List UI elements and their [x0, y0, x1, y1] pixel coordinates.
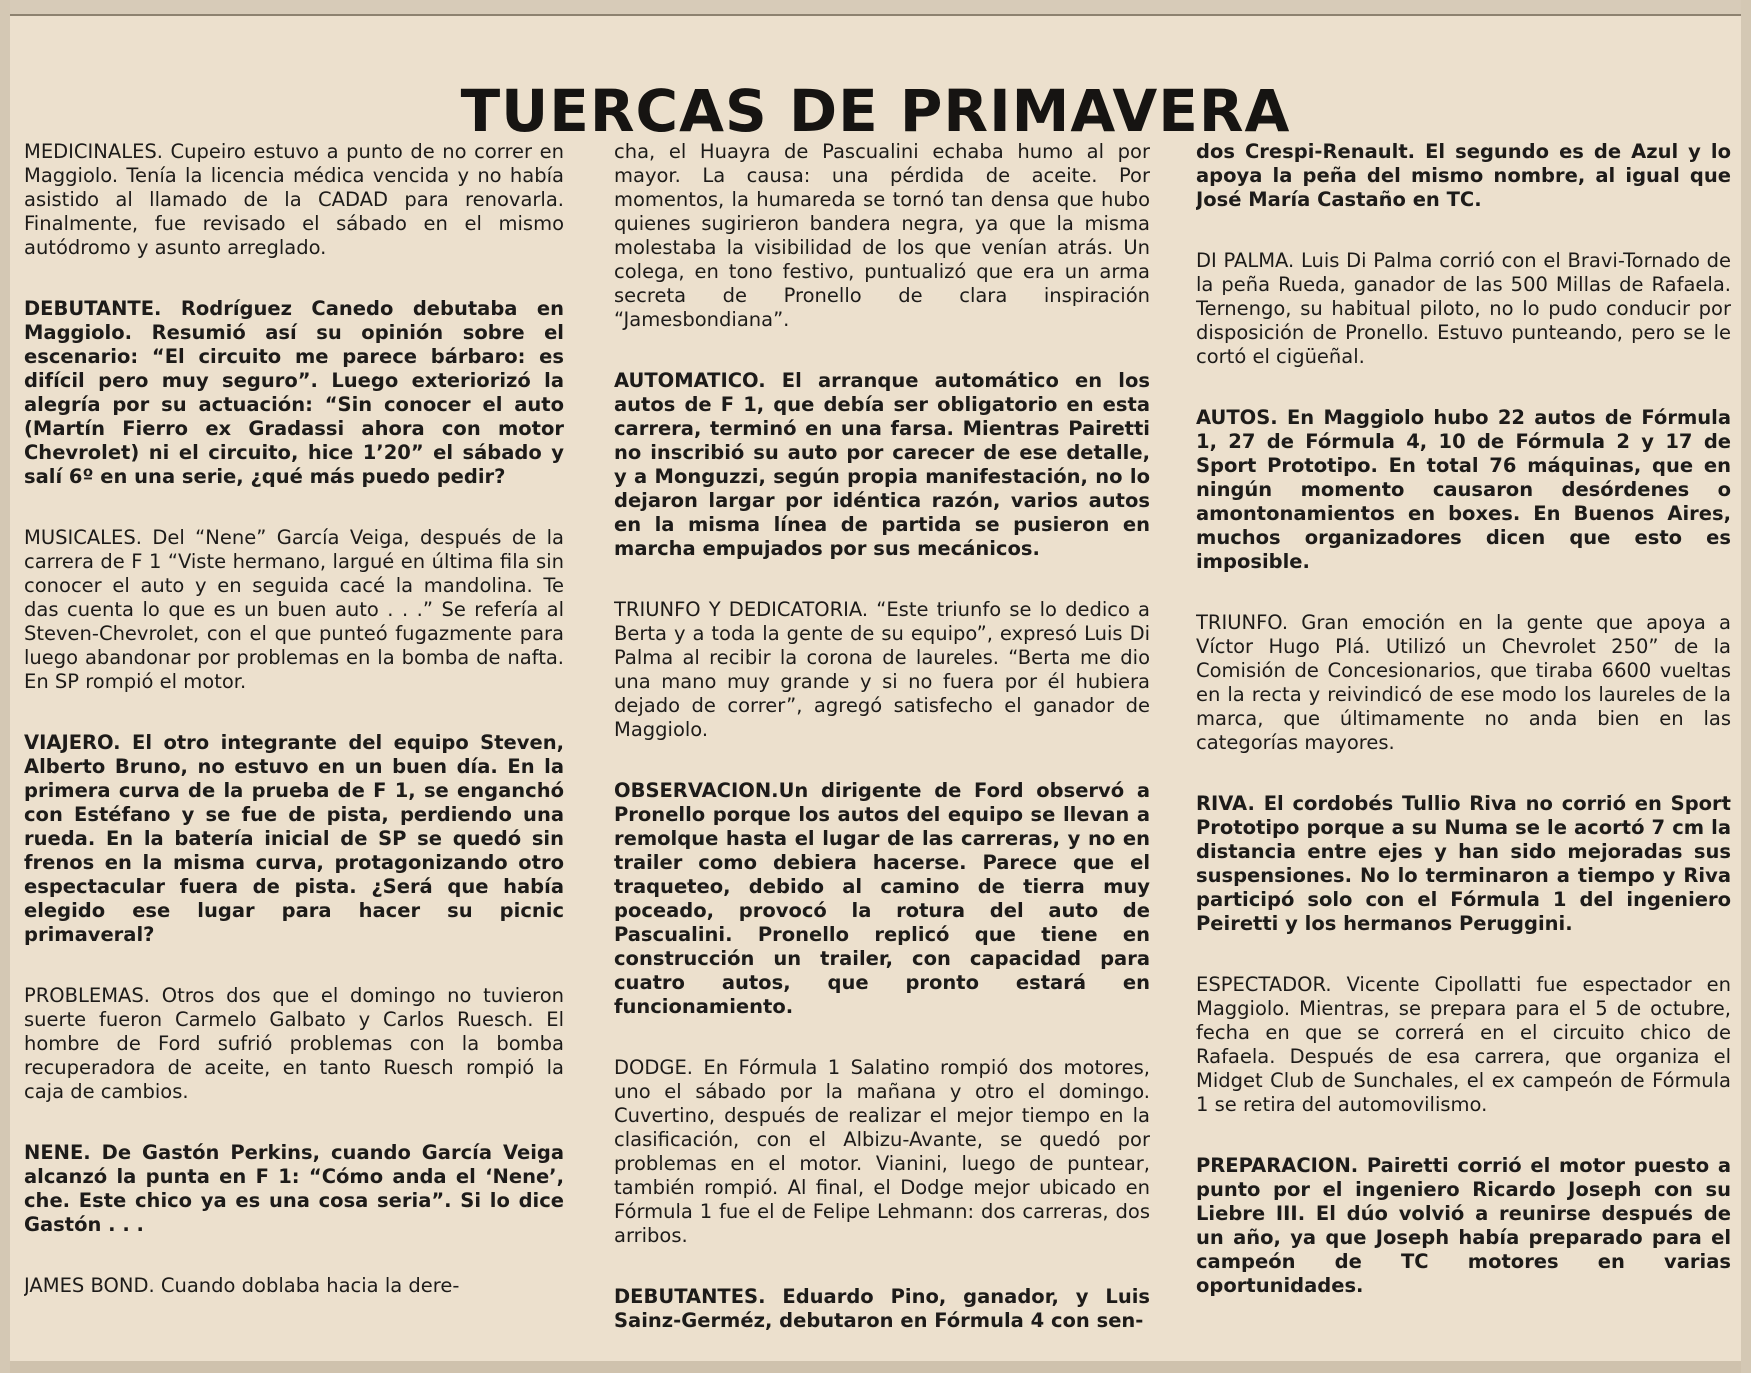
paragraph-autos	[1196, 406, 1731, 574]
page-top-edge	[0, 0, 1751, 14]
paragraph-james-bond	[24, 1274, 564, 1298]
paragraph-text: “Este triunfo se lo dedico a Berta y a toda la gente de su equipo”, expresó Luis Di Palma al recibir la corona de laureles. “Berta me dio una mano muy grande y si no fuera por él hubiera dejado de correr”, agregó satisfecho el ganador de Maggiolo.	[614, 598, 1150, 741]
paragraph-heading: NENE.	[24, 1141, 91, 1164]
paragraph-text: Eduardo Pino, ganador, y Luis Sainz-Germéz, debutaron en Fórmula 4 con sen-	[614, 1285, 1150, 1332]
paragraph-nene	[24, 1141, 564, 1237]
paragraph-debutantes-continued	[1196, 140, 1731, 212]
paragraph-heading: VIAJERO.	[24, 731, 121, 754]
paragraph-heading: PROBLEMAS.	[24, 984, 150, 1007]
paragraph-heading: MUSICALES.	[24, 526, 142, 549]
paragraph-text: Cuando doblaba hacia la dere-	[154, 1274, 460, 1297]
column-3	[1196, 140, 1731, 1365]
paragraph-automatico	[614, 369, 1150, 561]
paragraph-text: En Fórmula 1 Salatino rompió dos motores, uno el sábado por la mañana y otro el domingo. Cuvertino, después de realizar el mejor tiempo en la clasificación, con el Albizu-Avante, se quedó por problemas en el motor. Vianini, luego de puntear, también rompió. Al final, el Dodge mejor ubicado en Fórmula 1 fue el de Felipe Lehmann: dos carreras, dos arribos.	[614, 1056, 1150, 1247]
paragraph-text: Vicente Cipollatti fue espectador en Maggiolo. Mientras, se prepara para el 5 de octubre, fecha en que se correrá en el circuito chico de Rafaela. Después de esa carrera, que organiza el Midget Club de Sunchales, el ex campeón de Fórmula 1 se retira del automovilismo.	[1196, 973, 1731, 1116]
paragraph-text: El cordobés Tullio Riva no corrió en Sport Prototipo porque a su Numa se le acortó 7 cm la distancia entre ejes y han sido mejoradas sus suspensiones. No lo terminaron a tiempo y Riva participó solo con el Fórmula 1 del ingeniero Peiretti y los hermanos Peruggini.	[1196, 792, 1731, 935]
paragraph-heading: DEBUTANTE.	[24, 297, 162, 320]
paragraph-text: Un dirigente de Ford observó a Pronello porque los autos del equipo se llevan a remolque hasta el lugar de las carreras, y no en trailer como debiera hacerse. Parece que el traqueteo, debido al camino de tierra muy poceado, provocó la rotura del auto de Pascualini. Pronello replicó que tiene en construcción un trailer, con capacidad para cuatro autos, que pronto estará en funcionamiento.	[614, 779, 1150, 1018]
top-rule	[10, 14, 1741, 16]
paragraph-text: Otros dos que el domingo no tuvieron suerte fueron Carmelo Galbato y Carlos Ruesch. El hombre de Ford sufrió problemas con la bomba recuperadora de aceite, en tanto Ruesch rompió la caja de cambios.	[24, 984, 564, 1103]
paragraph-riva	[1196, 792, 1731, 936]
column-2	[614, 140, 1150, 1365]
paragraph-text: Del “Nene” García Veiga, después de la carrera de F 1 “Viste hermano, largué en última fila sin conocer el auto y en seguida cacé la mandolina. Te das cuenta lo que es un buen auto . . .” Se refería al Steven-Chevrolet, con el que punteó fugazmente para luego abandonar por problemas en la bomba de nafta. En SP rompió el motor.	[24, 526, 564, 693]
paragraph-problemas	[24, 984, 564, 1104]
paragraph-heading: MEDICINALES.	[24, 140, 163, 163]
paragraph-heading: AUTOS.	[1196, 406, 1278, 429]
paragraph-text: Pairetti corrió el motor puesto a punto por el ingeniero Ricardo Joseph con su Liebre III. El dúo volvió a reunirse después de un año, ya que Joseph había preparado para el campeón de TC motores en varias oportunidades.	[1196, 1154, 1731, 1297]
paragraph-text: Cupeiro estuvo a punto de no correr en Maggiolo. Tenía la licencia médica vencida y no había asistido al llamado de la CADAD para renovarla. Finalmente, fue revisado el sábado en el mismo autódromo y asunto arreglado.	[24, 140, 564, 259]
paragraph-heading: AUTOMATICO.	[614, 369, 766, 392]
paragraph-debutantes	[614, 1285, 1150, 1333]
paragraph-heading: ESPECTADOR.	[1196, 973, 1332, 996]
paragraph-triunfo	[1196, 611, 1731, 755]
paragraph-heading: TRIUNFO Y DEDICATORIA.	[614, 598, 869, 621]
paragraph-text: Luis Di Palma corrió con el Bravi-Tornado de la peña Rueda, ganador de las 500 Millas de Rafaela. Ternengo, su habitual piloto, no lo pudo conducir por disposición de Pronello. Estuvo punteando, pero se le cortó el cigüeñal.	[1196, 249, 1731, 368]
paragraph-heading: JAMES BOND.	[24, 1274, 155, 1297]
paragraph-text: El arranque automático en los autos de F 1, que debía ser obligatorio en esta carrera, terminó en una farsa. Mientras Pairetti no inscribió su auto por carecer de ese detalle, y a Monguzzi, según propia manifestación, no lo dejaron largar por idéntica razón, varios autos en la misma línea de partida se pusieron en marcha empujados por sus mecánicos.	[614, 369, 1150, 560]
paragraph-heading: DEBUTANTES.	[614, 1285, 766, 1308]
paragraph-triunfo-y-dedicatoria	[614, 598, 1150, 742]
paragraph-james-bond-continued	[614, 140, 1150, 332]
paragraph-text: El otro integrante del equipo Steven, Alberto Bruno, no estuvo en un buen día. En la primera curva de la prueba de F 1, se enganchó con Estéfano y se fue de pista, perdiendo una rueda. En la batería inicial de SP se quedó sin frenos en la misma curva, protagonizando otro espectacular fuera de pista. ¿Será que había elegido ese lugar para hacer su picnic primaveral?	[24, 731, 564, 946]
paragraph-text: De Gastón Perkins, cuando García Veiga alcanzó la punta en F 1: “Cómo anda el ‘Nene’, che. Este chico ya es una cosa seria”. Si lo dice Gastón . . .	[24, 1141, 564, 1236]
article-title: TUERCAS DE PRIMAVERA	[460, 76, 1291, 145]
paragraph-viajero	[24, 731, 564, 947]
paragraph-heading: DODGE.	[614, 1056, 694, 1079]
paragraph-heading: PREPARACION.	[1196, 1154, 1359, 1177]
paragraph-text: dos Crespi-Renault. El segundo es de Azul y lo apoya la peña del mismo nombre, al igual que José María Castaño en TC.	[1196, 140, 1731, 211]
paragraph-di-palma	[1196, 249, 1731, 369]
paragraph-heading: RIVA.	[1196, 792, 1255, 815]
paragraph-heading: DI PALMA.	[1196, 249, 1295, 272]
paragraph-preparacion	[1196, 1154, 1731, 1298]
article-body	[0, 140, 1751, 1365]
paragraph-heading: OBSERVACION.	[614, 779, 779, 802]
paragraph-musicales	[24, 526, 564, 694]
paragraph-text: En Maggiolo hubo 22 autos de Fórmula 1, 27 de Fórmula 4, 10 de Fórmula 2 y 17 de Sport Prototipo. En total 76 máquinas, que en ningún momento causaron desórdenes o amontonamientos en boxes. En Buenos Aires, muchos organizadores dicen que esto es imposible.	[1196, 406, 1731, 573]
paragraph-heading: TRIUNFO.	[1196, 611, 1289, 634]
paragraph-dodge	[614, 1056, 1150, 1248]
paragraph-espectador	[1196, 973, 1731, 1117]
paragraph-text: cha, el Huayra de Pascualini echaba humo al por mayor. La causa: una pérdida de aceite. Por momentos, la humareda se tornó tan densa que hubo quienes sugirieron bandera negra, ya que la misma molestaba la visibilidad de los que venían atrás. Un colega, en tono festivo, puntualizó que era un arma secreta de Pronello de clara inspiración “Jamesbondiana”.	[614, 140, 1150, 331]
paragraph-text: Rodríguez Canedo debutaba en Maggiolo. Resumió así su opinión sobre el escenario: “El circuito me parece bárbaro: es difícil pero muy seguro”. Luego exteriorizó la alegría por su actuación: “Sin conocer el auto (Martín Fierro ex Gradassi ahora con motor Chevrolet) ni el circuito, hice 1’20” el sábado y salí 6º en una serie, ¿qué más puedo pedir?	[24, 297, 564, 488]
paragraph-text: Gran emoción en la gente que apoya a Víctor Hugo Plá. Utilizó un Chevrolet 250” de la Comisión de Concesionarios, que tiraba 6600 vueltas en la recta y reivindicó de ese modo los laureles de la marca, que últimamente no anda bien en las categorías mayores.	[1196, 611, 1731, 754]
paragraph-observacion	[614, 779, 1150, 1019]
paragraph-debutante	[24, 297, 564, 489]
column-1	[24, 140, 564, 1365]
paragraph-medicinales	[24, 140, 564, 260]
